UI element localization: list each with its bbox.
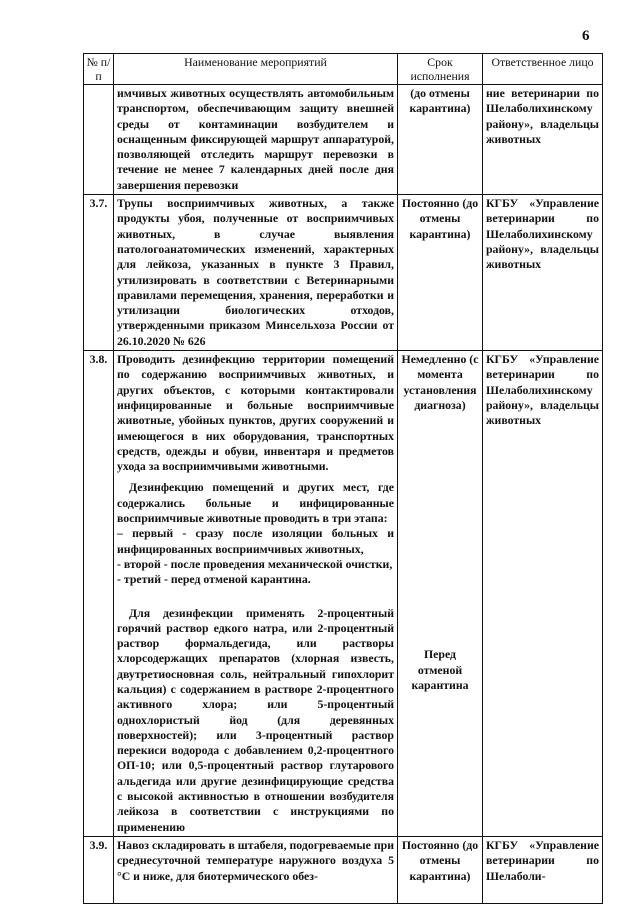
header-num: № п/п — [84, 54, 114, 85]
row-responsible: ние ветеринарии по Шелаболихинскому району», владельцы животных — [483, 85, 603, 195]
row-text: Навоз складировать в штабеля, подогреваемые при среднесуточной температуре наружного воздуха 5 °С и ниже, для биотермического обез- — [114, 836, 398, 903]
row-text-stages-intro: Дезинфекцию помещений и других мест, где содержались больные и инфицированные восприимчивые животные проводить в три этапа: — [117, 480, 394, 526]
row-text: имчивых животных осуществлять автомобильным транспортом, обеспечивающим защиту внешней среды от контаминации возбудителем и оснащенным фиксирующей маршрут аппаратурой, позволяющей отследить маршрут перевозки в течение не менее 7 календарных дней после дня завершения перевозки — [114, 85, 398, 195]
row-term: Постоянно (до отмены карантина) — [398, 836, 483, 903]
header-term: Срок исполнения — [398, 54, 483, 85]
measures-table — [83, 53, 603, 904]
stage-item: - третий - перед отменой карантина. — [117, 572, 311, 587]
row-term: Немедленно (с момента установления диагноза) — [401, 352, 479, 412]
row-term-block — [398, 351, 483, 837]
stage-item: - второй - после проведения механической очистки, — [117, 556, 393, 571]
stage-item: – первый - сразу после изоляции больных и инфицированных восприимчивых животных, — [117, 526, 394, 556]
row-responsible: КГБУ «Управление ветеринарии по Шелаболи- — [483, 836, 603, 903]
table-row — [84, 836, 603, 903]
row-num: 3.8. — [84, 351, 114, 837]
header-name: Наименование мероприятий — [114, 54, 398, 85]
row-num — [84, 85, 114, 195]
table-row — [84, 195, 603, 351]
row-term-second: Перед отменой карантина — [411, 647, 469, 692]
row-term: Постоянно (до отмены карантина) — [398, 195, 483, 351]
row-text-disinfectants: Для дезинфекции применять 2-процентный горячий раствор едкого натра, или 2-процентный раствор формальдегида, или растворы хлорсодержащих препаратов (хлорная известь, двутретиосновная соль, нейтральный гипохлорит кальция) с содержанием в растворе 2-процентного активного хлора; или 5-процентный однохлористый йод (для деревянных поверхностей); или 3-процентный раствор перекиси водорода с добавлением 0,2-процентного ОП-10; или 0,5-процентный раствор глутарового альдегида или другие дезинфицирующие средства с высокой активностью в отношении возбудителя лейкоза в соответствии с инструкциями по применению — [117, 605, 394, 834]
row-num: 3.7. — [84, 195, 114, 351]
page-number: 6 — [582, 28, 590, 44]
table-row — [84, 85, 603, 195]
header-responsible: Ответственное лицо — [483, 54, 603, 85]
row-text-block — [114, 351, 398, 837]
row-text: Трупы восприимчивых животных, а также продукты убоя, полученные от восприимчивых животных, в случае выявления патологоанатомических изменений, характерных для лейкоза, указанных в пункте 3 Правил, утилизировать в соответствии с Ветеринарными правилами перемещения, хранения, переработки и утилизации биологических отходов, утвержденными приказом Минсельхоза России от 26.10.2020 № 626 — [114, 195, 398, 351]
row-num: 3.9. — [84, 836, 114, 903]
table-row — [84, 351, 603, 837]
row-responsible: КГБУ «Управление ветеринарии по Шелаболихинскому району», владельцы животных — [483, 351, 603, 837]
row-responsible: КГБУ «Управление ветеринарии по Шелаболихинскому району», владельцы животных — [483, 195, 603, 351]
table-header-row — [84, 54, 603, 85]
row-text: Проводить дезинфекцию территории помещений по содержанию восприимчивых животных, и других объектов, с которыми контактировали инфицированные и больные восприимчивые животные, убойных пунктов, других сооружений и имеющегося в них оборудования, транспортных средств, одежды и обуви, инвентаря и предметов ухода за восприимчивыми животными. — [117, 352, 394, 474]
row-term: (до отмены карантина) — [398, 85, 483, 195]
